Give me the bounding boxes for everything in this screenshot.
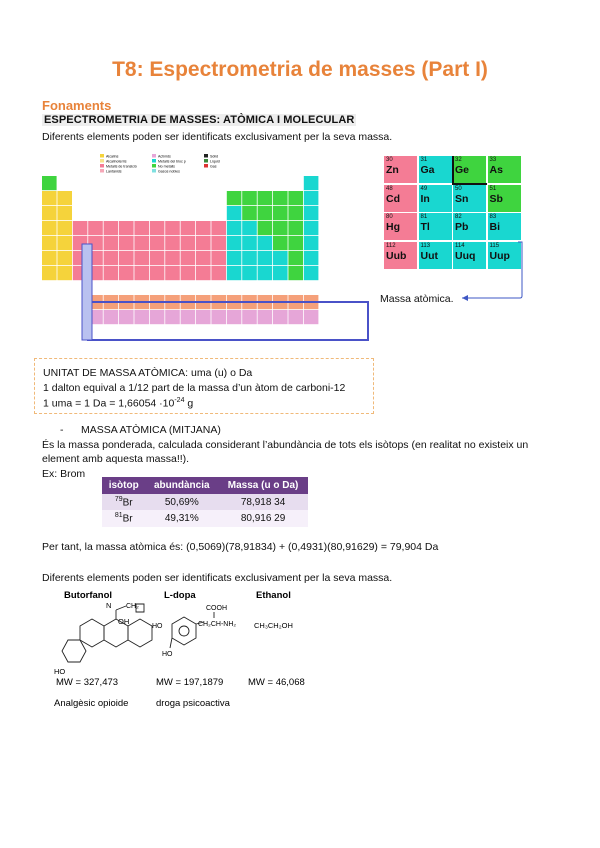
zoom-element-cell: [384, 156, 417, 183]
zoom-element-symbol: Uub: [386, 249, 407, 262]
table-row: [102, 510, 308, 526]
element-cell: [196, 221, 211, 235]
element-cell: [211, 251, 226, 265]
element-cell: [119, 266, 134, 280]
definition-value: 1 uma = 1 Da = 1,66054 ·10: [43, 397, 175, 410]
definition-line-1: UNITAT DE MASSA ATÒMICA: uma (u) o Da: [43, 367, 253, 379]
element-cell: [119, 236, 134, 250]
molecule-label: CH₂: [126, 603, 139, 610]
element-cell: [42, 236, 57, 250]
element-cell: [304, 266, 319, 280]
molecule-label: COOH: [206, 605, 227, 612]
element-cell: [304, 206, 319, 220]
molecule-label: OH: [118, 617, 130, 626]
element-cell: [42, 251, 57, 265]
molecule-label: HO: [162, 651, 173, 658]
element-cell: [134, 221, 149, 235]
definition-exponent: -24: [174, 397, 185, 404]
isotope-header-mass: Massa (u o Da): [218, 477, 308, 494]
element-cell: [104, 310, 119, 324]
zoom-element-number: 83: [489, 214, 497, 220]
bullet-dash: -: [60, 424, 81, 436]
zoom-element-symbol: In: [420, 192, 430, 205]
element-cell: [181, 310, 196, 324]
zoom-element-number: 49: [420, 185, 428, 192]
element-cell: [119, 310, 134, 324]
legend-label: Gas: [210, 164, 217, 169]
element-cell: [73, 221, 88, 235]
element-cell: [273, 251, 288, 265]
molecule-name: L-dopa: [164, 590, 196, 601]
element-cell: [258, 206, 273, 220]
zoom-element-symbol: As: [489, 164, 503, 176]
zoom-element-number: 50: [455, 185, 462, 192]
element-cell: [227, 191, 242, 205]
element-cell: [119, 221, 134, 235]
element-cell: [57, 206, 72, 220]
legend-swatch: [152, 169, 156, 173]
legend-label: Lantànids: [106, 169, 122, 174]
page-title: T8: Espectrometria de masses (Part I): [112, 58, 488, 81]
legend-label: Actínids: [158, 154, 171, 159]
element-cell: [134, 236, 149, 250]
molecule-name: Butorfanol: [64, 590, 113, 601]
element-cell: [304, 191, 319, 205]
zoom-element-symbol: Tl: [420, 221, 430, 233]
zoom-element-symbol: Uup: [489, 249, 510, 262]
zoom-element-symbol: Uuq: [455, 249, 476, 262]
intro-paragraph-2: Diferents elements poden ser identificats exclusivament per la seva massa.: [42, 572, 393, 584]
element-cell: [273, 266, 288, 280]
element-cell: [165, 236, 180, 250]
molecule-label: HO: [54, 667, 66, 676]
element-cell: [165, 310, 180, 324]
element-cell: [273, 310, 288, 324]
element-cell: [227, 221, 242, 235]
element-cell: [196, 266, 211, 280]
isotope-table: [102, 477, 308, 527]
element-cell: [273, 221, 288, 235]
molecule-mw: MW = 46,068: [248, 677, 305, 688]
element-cell: [242, 310, 257, 324]
ldopa-structure: [170, 612, 214, 648]
element-cell: [304, 251, 319, 265]
element-cell: [288, 221, 303, 235]
definition-unit: g: [184, 397, 194, 410]
zoom-element-cell: [488, 185, 521, 212]
legend-label: No metalls: [158, 164, 175, 169]
zoom-element-number: 113: [420, 242, 431, 249]
mass-description: És la massa ponderada, calculada considerant l’abundància de tots els isòtops (en realitat no existeix un element amb aquesta massa!!).: [42, 439, 529, 465]
element-cell: [211, 236, 226, 250]
legend-label: Sòlid: [210, 154, 218, 159]
element-cell: [242, 236, 257, 250]
legend-swatch: [152, 164, 156, 168]
element-cell: [273, 191, 288, 205]
isotope-mass: 80,916 29: [218, 510, 308, 526]
zoom-element-cell: [488, 213, 521, 240]
element-cell: [227, 206, 242, 220]
element-cell: [211, 266, 226, 280]
mass-heading-text: MASSA ATÒMICA (MITJANA): [81, 424, 221, 436]
element-cell: [227, 266, 242, 280]
element-cell: [42, 221, 57, 235]
zoom-element-symbol: Ge: [455, 164, 470, 176]
subsection-text: ESPECTROMETRIA DE MASSES: ATÒMICA I MOLECULAR: [44, 114, 355, 126]
element-cell: [227, 236, 242, 250]
zoom-element-number: 51: [489, 185, 497, 192]
butorphanol-structure: [62, 604, 152, 662]
element-cell: [57, 251, 72, 265]
element-cell: [134, 266, 149, 280]
element-cell: [258, 266, 273, 280]
periodic-table-legend: [100, 154, 220, 174]
legend-swatch: [100, 169, 104, 173]
element-cell: [150, 310, 165, 324]
zoom-element-symbol: Sb: [489, 192, 503, 205]
definition-line-3: [43, 397, 193, 410]
element-cell: [304, 176, 319, 190]
isotope-abundance: 49,31%: [145, 510, 218, 526]
legend-label: Líquid: [210, 159, 220, 164]
legend-swatch: [204, 164, 208, 168]
element-cell: [42, 191, 57, 205]
definition-line-2: 1 dalton equival a 1/12 part de la massa d’un àtom de carboni-12: [43, 382, 346, 394]
element-cell: [242, 221, 257, 235]
isotope-symbol: $^{79}$Br: [102, 494, 145, 510]
zoom-element-number: 33: [489, 157, 497, 163]
zoom-element-cell: [419, 185, 452, 212]
molecules-figure: [40, 586, 320, 716]
element-cell: [104, 266, 119, 280]
zoom-element-cell: [384, 185, 417, 212]
mass-heading: [60, 424, 221, 436]
legend-label: Alcalins: [106, 154, 119, 159]
element-cell: [181, 236, 196, 250]
isotope-symbol: $^{81}$Br: [102, 510, 145, 526]
element-cell: [288, 266, 303, 280]
zoom-element-symbol: Pb: [455, 221, 469, 233]
element-cell: [181, 251, 196, 265]
legend-label: Metalls de transició: [106, 164, 137, 169]
zoom-element-symbol: Zn: [386, 164, 399, 176]
zoom-element-cell: [419, 213, 452, 240]
element-cell: [165, 221, 180, 235]
legend-swatch: [152, 154, 156, 158]
element-cell: [211, 310, 226, 324]
element-cell: [181, 221, 196, 235]
element-cell: [165, 266, 180, 280]
element-cell: [242, 251, 257, 265]
intro-paragraph: Diferents elements poden ser identificats exclusivament per la seva massa.: [42, 131, 393, 143]
zoom-element-symbol: Cd: [386, 192, 400, 205]
legend-swatch: [100, 154, 104, 158]
zoom-element-cell: [419, 156, 452, 183]
legend-label: Alcalinoterris: [106, 159, 127, 164]
molecule-label: CH₂CH-NH₂: [198, 621, 237, 628]
zoom-element-number: 32: [455, 157, 462, 163]
zoom-element-cell: [453, 185, 486, 212]
element-cell: [242, 191, 257, 205]
series-connector: [82, 244, 92, 340]
element-cell: [134, 251, 149, 265]
zoom-element-number: 80: [386, 214, 393, 220]
element-cell: [211, 221, 226, 235]
element-cell: [104, 221, 119, 235]
periodic-table-image: [40, 152, 378, 344]
definition-box: [34, 358, 374, 414]
element-cell: [258, 236, 273, 250]
zoom-label: Massa atòmica.: [380, 293, 454, 305]
legend-swatch: [100, 159, 104, 163]
legend-label: Gasos nobles: [158, 169, 180, 174]
element-cell: [258, 191, 273, 205]
example-label: Ex: Brom: [42, 468, 86, 480]
element-cell: [196, 310, 211, 324]
molecule-caption: Analgèsic opioide: [54, 698, 129, 709]
zoom-element-symbol: Ga: [420, 164, 435, 176]
isotope-abundance: 50,69%: [145, 494, 218, 510]
subsection-heading: [42, 114, 356, 126]
element-cell: [258, 221, 273, 235]
element-cell: [304, 221, 319, 235]
element-cell: [57, 266, 72, 280]
zoom-element-number: 48: [386, 185, 393, 192]
periodic-table-cells: [42, 176, 368, 340]
element-cell: [288, 206, 303, 220]
zoom-element-number: 114: [455, 242, 465, 249]
isotope-mass: 78,918 34: [218, 494, 308, 510]
molecule-mw: MW = 197,1879: [156, 677, 224, 688]
molecule-mw: MW = 327,473: [56, 677, 119, 688]
molecule-label: CH₃CH₂OH: [254, 621, 293, 630]
element-cell: [42, 266, 57, 280]
isotope-header-abundance: abundància: [145, 477, 218, 494]
element-cell: [242, 206, 257, 220]
element-cell: [258, 251, 273, 265]
element-cell: [288, 236, 303, 250]
legend-swatch: [152, 159, 156, 163]
element-cell: [196, 236, 211, 250]
element-cell: [304, 310, 319, 324]
element-cell: [273, 206, 288, 220]
element-cell: [273, 236, 288, 250]
element-cell: [227, 251, 242, 265]
metalloid-divider: [452, 156, 487, 185]
element-cell: [150, 221, 165, 235]
element-cell: [150, 266, 165, 280]
element-cell: [181, 266, 196, 280]
element-cell: [42, 176, 57, 190]
zoom-element-number: 115: [489, 242, 500, 249]
zoom-element-number: 82: [455, 214, 462, 220]
conclusion-text: Per tant, la massa atòmica és: (0,5069)(78,91834) + (0,4931)(80,91629) = 79,904 Da: [42, 541, 439, 553]
legend-swatch: [204, 159, 208, 163]
zoom-element-symbol: Hg: [386, 221, 400, 233]
element-cell: [42, 206, 57, 220]
element-cell: [119, 251, 134, 265]
zoom-element-number: 112: [386, 242, 396, 249]
zoom-element-symbol: Bi: [489, 221, 500, 233]
zoom-element-number: 81: [420, 214, 428, 220]
zoom-element-symbol: Uut: [420, 249, 438, 262]
table-row: [102, 494, 308, 510]
molecule-label: HO: [152, 623, 163, 630]
element-cell: [242, 266, 257, 280]
element-cell: [57, 191, 72, 205]
element-cell: [88, 221, 103, 235]
zoom-element-symbol: Sn: [455, 192, 469, 205]
element-cell: [150, 251, 165, 265]
element-cell: [288, 310, 303, 324]
molecule-caption: droga psicoactiva: [156, 698, 230, 709]
legend-swatch: [100, 164, 104, 168]
molecule-name: Ethanol: [256, 590, 291, 601]
section-heading: Fonaments: [42, 98, 112, 113]
element-cell: [227, 310, 242, 324]
zoom-element-cell: [488, 156, 521, 183]
element-cell: [57, 221, 72, 235]
element-cell: [288, 191, 303, 205]
element-cell: [304, 236, 319, 250]
element-cell: [288, 251, 303, 265]
element-cell: [258, 310, 273, 324]
element-cell: [150, 236, 165, 250]
legend-label: Metalls del bloc p: [158, 159, 186, 164]
zoom-element-number: 31: [420, 157, 428, 163]
zoom-element-cell: [453, 213, 486, 240]
isotope-header-isotope: isòtop: [102, 477, 145, 494]
zoom-element-number: 30: [386, 157, 393, 163]
legend-swatch: [204, 154, 208, 158]
element-cell: [57, 236, 72, 250]
element-cell: [104, 236, 119, 250]
molecule-label: N: [106, 601, 112, 610]
zoom-element-cell: [384, 213, 417, 240]
element-cell: [104, 251, 119, 265]
element-cell: [165, 251, 180, 265]
element-cell: [196, 251, 211, 265]
element-cell: [134, 310, 149, 324]
